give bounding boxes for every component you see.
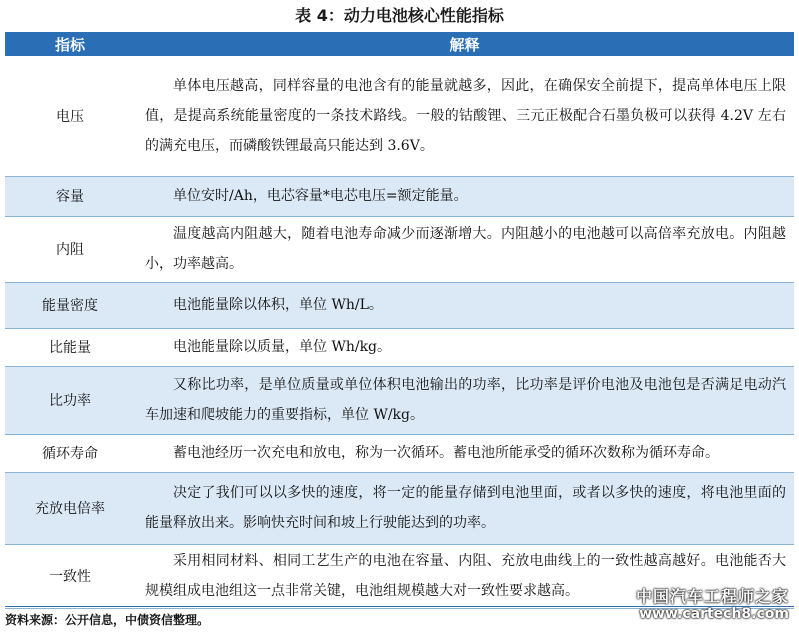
row-name: 充放电倍率 <box>5 472 135 544</box>
row-desc: 温度越高内阻越大，随着电池寿命减少而逐渐增大。内阻越小的电池越可以高倍率充放电。内阻越小，功率越高。 <box>135 216 794 282</box>
source-note: 资料来源：公开信息，中债资信整理。 <box>5 606 794 628</box>
table-row <box>5 434 794 472</box>
table-header-row <box>5 32 794 56</box>
row-desc: 采用相同材料、相同工艺生产的电池在容量、内阻、充放电曲线上的一致性越高越好。电池能否大规模组成电池组这一点非常关键，电池组规模越大对一致性要求越高。 <box>135 544 794 608</box>
performance-table <box>5 32 794 609</box>
table-title: 表 4：动力电池核心性能指标 <box>295 6 504 25</box>
row-desc: 电池能量除以体积，单位 Wh/L。 <box>135 282 794 328</box>
row-desc: 单位安时/Ah，电芯容量*电芯电压=额定能量。 <box>135 176 794 216</box>
table-row <box>5 176 794 216</box>
row-desc: 决定了我们可以以多快的速度，将一定的能量存储到电池里面，或者以多快的速度，将电池里面的能量释放出来。影响快充时间和坡上行驶能达到的功率。 <box>135 472 794 544</box>
row-name: 能量密度 <box>5 282 135 328</box>
row-name: 电压 <box>5 56 135 176</box>
row-name: 一致性 <box>5 544 135 608</box>
row-name: 容量 <box>5 176 135 216</box>
watermark-title: 中国汽车工程师之家 <box>635 587 789 606</box>
header-explanation: 解释 <box>135 32 794 56</box>
table-row <box>5 472 794 544</box>
row-name: 比能量 <box>5 328 135 366</box>
watermark-url: www.cartech8.com <box>639 606 789 622</box>
row-name: 比功率 <box>5 366 135 434</box>
row-desc: 电池能量除以质量，单位 Wh/kg。 <box>135 328 794 366</box>
row-desc: 又称比功率，是单位质量或单位体积电池输出的功率，比功率是评价电池及电池包是否满足电动汽车加速和爬坡能力的重要指标，单位 W/kg。 <box>135 366 794 434</box>
row-name: 内阻 <box>5 216 135 282</box>
header-indicator: 指标 <box>5 32 135 56</box>
row-name: 循环寿命 <box>5 434 135 472</box>
table-row <box>5 216 794 282</box>
table-row <box>5 366 794 434</box>
table-row <box>5 328 794 366</box>
table-row <box>5 282 794 328</box>
table-row <box>5 56 794 176</box>
row-desc: 蓄电池经历一次充电和放电，称为一次循环。蓄电池所能承受的循环次数称为循环寿命。 <box>135 434 794 472</box>
row-desc: 单体电压越高，同样容量的电池含有的能量就越多，因此，在确保安全前提下，提高单体电压上限值，是提高系统能量密度的一条技术路线。一般的钴酸锂、三元正极配合石墨负极可以获得 4.2V 左右的满充电压，而磷酸铁锂最高只能达到 3.6V。 <box>135 56 794 176</box>
